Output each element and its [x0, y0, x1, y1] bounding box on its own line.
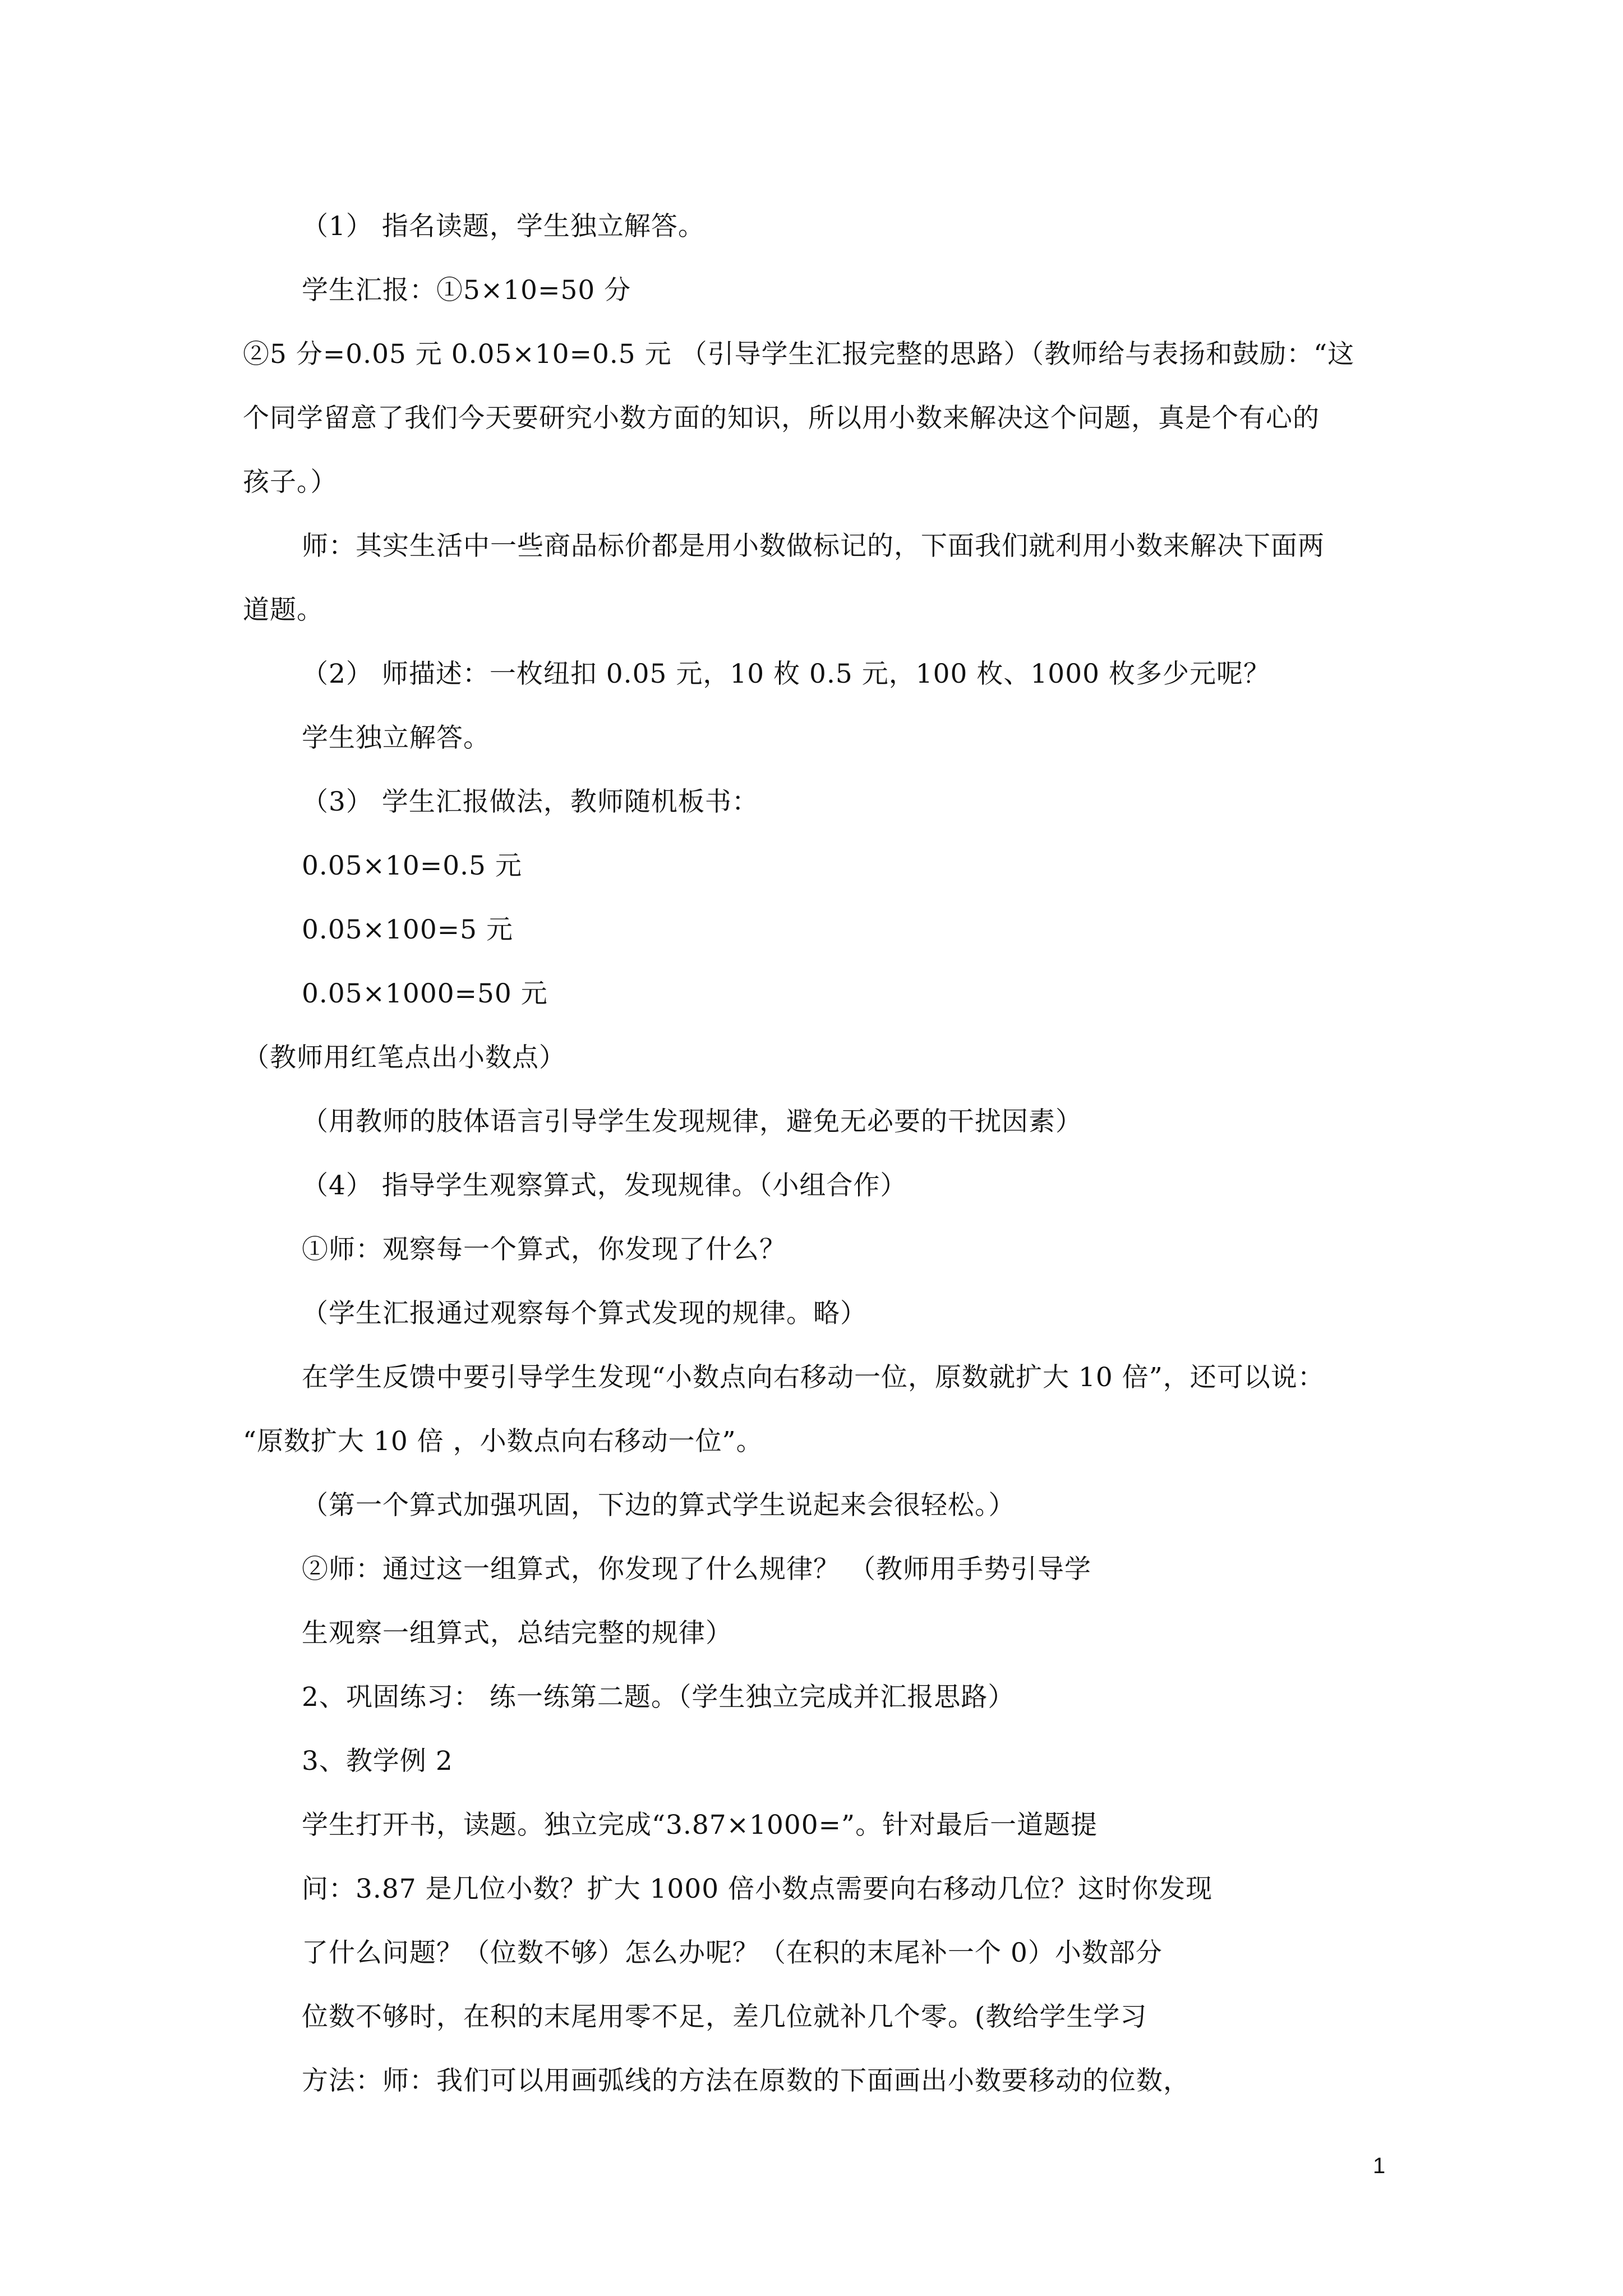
text-line-27: 问：3.87 是几位小数？扩大 1000 倍小数点需要向右移动几位？这时你发现	[302, 1874, 1213, 1904]
text-line-1: （1） 指名读题，学生独立解答。	[302, 211, 705, 242]
text-line-22: ②师：通过这一组算式，你发现了什么规律？ （教师用手势引导学	[302, 1554, 1091, 1585]
page-number: 1	[1373, 2154, 1386, 2178]
text-line-20: “原数扩大 10 倍 ，小数点向右移动一位”。	[243, 1426, 763, 1457]
text-line-5: 孩子。）	[243, 467, 338, 498]
text-line-29: 位数不够时，在积的末尾用零不足，差几位就补几个零。(教给学生学习	[302, 2001, 1147, 2032]
text-line-10: （3） 学生汇报做法，教师随机板书：	[302, 786, 759, 817]
text-line-14: （教师用红笔点出小数点）	[243, 1042, 566, 1073]
text-line-6: 师：其实生活中一些商品标价都是用小数做标记的，下面我们就利用小数来解决下面两	[302, 531, 1325, 562]
text-line-4: 个同学留意了我们今天要研究小数方面的知识，所以用小数来解决这个问题，真是个有心的	[243, 403, 1320, 434]
text-line-9: 学生独立解答。	[302, 723, 490, 753]
text-line-18: （学生汇报通过观察每个算式发现的规律。略）	[302, 1298, 867, 1329]
text-line-16: （4） 指导学生观察算式，发现规律。（小组合作）	[302, 1170, 907, 1201]
equation-line-1: 0.05×10=0.5 元	[302, 850, 522, 881]
text-line-24: 2、巩固练习： 练一练第二题。（学生独立完成并汇报思路）	[302, 1682, 1015, 1713]
text-line-30: 方法：师：我们可以用画弧线的方法在原数的下面画出小数要移动的位数，	[302, 2065, 1190, 2096]
equation-line-2: 0.05×100=5 元	[302, 914, 513, 945]
text-line-8: （2） 师描述：一枚纽扣 0.05 元，10 枚 0.5 元，100 枚、1000 枚多少元呢？	[302, 659, 1270, 689]
text-line-7: 道题。	[243, 595, 324, 625]
text-line-23: 生观察一组算式，总结完整的规律）	[302, 1618, 732, 1649]
equation-line-3: 0.05×1000=50 元	[302, 978, 548, 1009]
text-line-17: ①师：观察每一个算式，你发现了什么？	[302, 1234, 786, 1265]
text-line-2: 学生汇报：①5×10=50 分	[302, 275, 631, 306]
text-line-15: （用教师的肢体语言引导学生发现规律，避免无必要的干扰因素）	[302, 1106, 1082, 1137]
text-line-26: 学生打开书，读题。独立完成“3.87×1000=”。针对最后一道题提	[302, 1810, 1098, 1841]
text-line-21: （第一个算式加强巩固，下边的算式学生说起来会很轻松。）	[302, 1490, 1016, 1521]
text-line-3: ②5 分=0.05 元 0.05×10=0.5 元 （引导学生汇报完整的思路）（教师给与表扬和鼓励：“这	[243, 339, 1355, 370]
text-line-25: 3、教学例 2	[302, 1746, 453, 1777]
text-line-28: 了什么问题？（位数不够）怎么办呢？（在积的末尾补一个 0）小数部分	[302, 1938, 1163, 1968]
text-line-19: 在学生反馈中要引导学生发现“小数点向右移动一位，原数就扩大 10 倍”，还可以说：	[302, 1362, 1325, 1393]
